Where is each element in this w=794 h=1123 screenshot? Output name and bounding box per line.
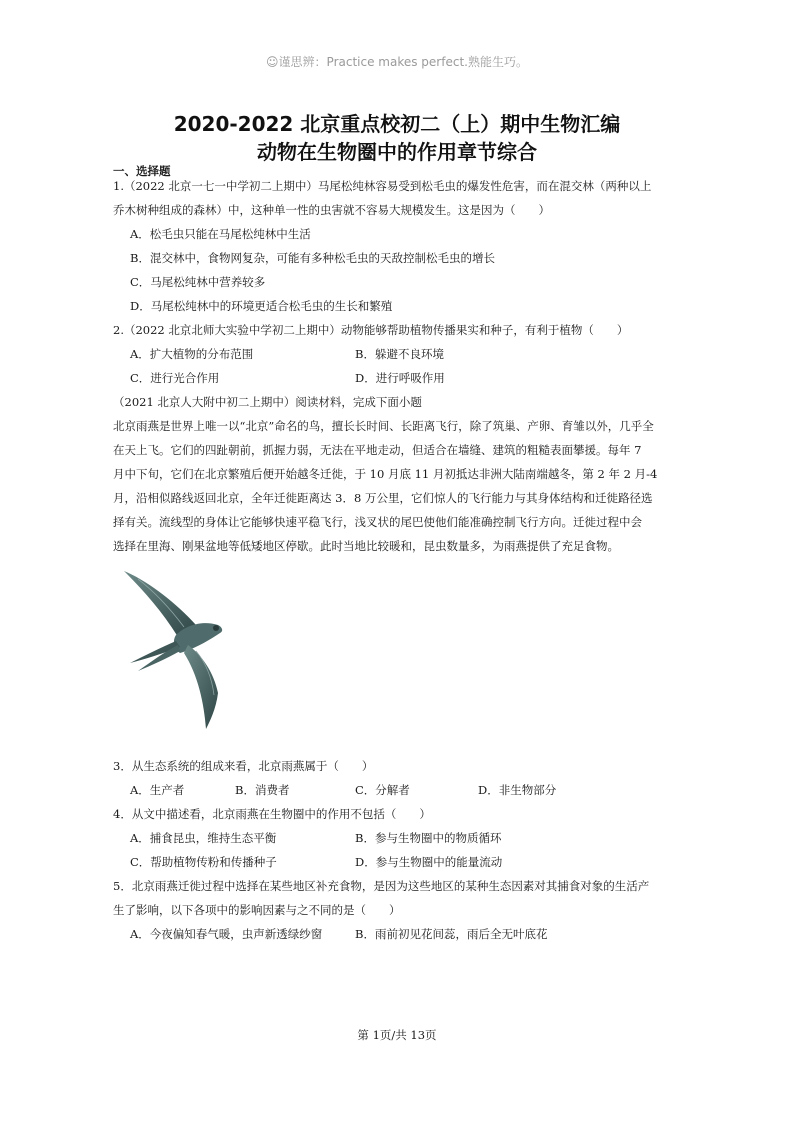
q5-option-a: A．今夜偏知春气暖，虫声新透绿纱窗	[130, 927, 323, 941]
q3-option-d: D．非生物部分	[478, 783, 557, 797]
q3-stem: 3．从生态系统的组成来看，北京雨燕属于（ ）	[113, 759, 374, 773]
passage-line: 选择在里海、刚果盆地等低矮地区停歇。此时当地比较暖和，昆虫数量多，为雨燕提供了充足食物。	[113, 539, 619, 553]
swift-bird-illustration	[118, 563, 238, 733]
q5-stem-line1: 5．北京雨燕迁徙过程中选择在某些地区补充食物，是因为这些地区的某种生态因素对其捕食对象的生活产	[113, 879, 650, 893]
q3-option-a: A．生产者	[130, 783, 185, 797]
passage-line: 月，沿相似路线返回北京，全年迁徙距离达 3．8 万公里，它们惊人的飞行能力与其身体结构和迁徙路径选	[113, 491, 653, 505]
q4-stem: 4．从文中描述看，北京雨燕在生物圈中的作用不包括（ ）	[113, 807, 431, 821]
passage-intro: （2021 北京人大附中初二上期中）阅读材料，完成下面小题	[113, 395, 422, 409]
q1-stem-line2: 乔木树种组成的森林）中，这种单一性的虫害就不容易大规模发生。这是因为（ ）	[113, 203, 550, 217]
q1-option-c: C．马尾松纯林中营养较多	[130, 275, 266, 289]
q5-option-b: B．雨前初见花间蕊，雨后全无叶底花	[355, 927, 548, 941]
q3-option-c: C．分解者	[355, 783, 410, 797]
passage-line: 择有关。流线型的身体让它能够快速平稳飞行，浅叉状的尾巴使他们能准确控制飞行方向。迁徙过程中会	[113, 515, 642, 529]
page-title: 2020-2022 北京重点校初二（上）期中生物汇编	[173, 112, 621, 136]
q4-option-a: A．捕食昆虫，维持生态平衡	[130, 831, 277, 845]
q5-stem-line2: 生了影响，以下各项中的影响因素与之不同的是（ ）	[113, 903, 401, 917]
q3-option-b: B．消费者	[235, 783, 290, 797]
q2-option-d: D．进行呼吸作用	[355, 371, 445, 385]
page-footer: 第 1页/共 13页	[357, 1028, 437, 1042]
q1-option-d: D．马尾松纯林中的环境更适合松毛虫的生长和繁殖	[130, 299, 393, 313]
passage-line: 在天上飞。它们的四趾朝前，抓握力弱，无法在平地走动，但适合在墙缝、建筑的粗糙表面攀援。每年 7	[113, 443, 642, 457]
passage-line: 月中下旬，它们在北京繁殖后便开始越冬迁徙，于 10 月底 11 月初抵达非洲大陆南端越冬，第 2 年 2 月-4	[113, 467, 658, 481]
q2-option-b: B．躲避不良环境	[355, 347, 444, 361]
q4-option-d: D．参与生物圈中的能量流动	[355, 855, 503, 869]
passage-line: 北京雨燕是世界上唯一以“北京”命名的鸟，擅长长时间、长距离飞行，除了筑巢、产卵、育雏以外，几乎全	[113, 419, 654, 433]
q1-option-a: A．松毛虫只能在马尾松纯林中生活	[130, 227, 311, 241]
page-subtitle: 动物在生物圈中的作用章节综合	[257, 140, 537, 164]
q1-stem-line1: 1.（2022 北京一七一中学初二上期中）马尾松纯林容易受到松毛虫的爆发性危害，而在混交林（两种以上	[113, 179, 652, 193]
section-heading: 一、选择题	[113, 164, 171, 178]
q4-option-c: C．帮助植物传粉和传播种子	[130, 855, 277, 869]
q2-option-c: C．进行光合作用	[130, 371, 220, 385]
q2-stem: 2.（2022 北京北师大实验中学初二上期中）动物能够帮助植物传播果实和种子，有利于植物（ ）	[113, 323, 629, 337]
q1-option-b: B．混交林中，食物网复杂，可能有多种松毛虫的天敌控制松毛虫的增长	[130, 251, 495, 265]
watermark: ☺谨思辨：Practice makes perfect.熟能生巧。	[266, 55, 528, 69]
q4-option-b: B．参与生物圈中的物质循环	[355, 831, 502, 845]
q2-option-a: A．扩大植物的分布范围	[130, 347, 254, 361]
